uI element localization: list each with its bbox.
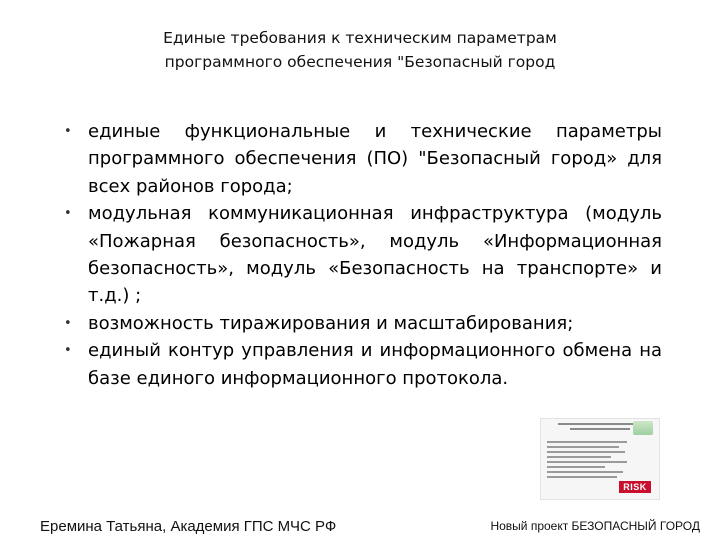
thumbnail-text-lines	[547, 441, 631, 481]
bullet-list	[62, 118, 662, 392]
bullet-item: • единый контур управления и информационного обмена на базе единого информационного протокола.	[62, 337, 662, 392]
slide-title-line-1: Единые требования к техническим параметрам	[163, 29, 557, 47]
thumbnail-brand-logo: RISK	[619, 481, 651, 493]
thumbnail-logo-image	[633, 421, 653, 435]
footer-project: Новый проект БЕЗОПАСНЫЙ ГОРОД	[490, 519, 700, 533]
slide-title-line-2: программного обеспечения "Безопасный город	[164, 53, 556, 71]
slide-title	[0, 26, 720, 74]
bullet-item: • возможность тиражирования и масштабирования;	[62, 310, 662, 337]
document-thumbnail	[540, 418, 660, 500]
bullet-item: • модульная коммуникационная инфраструктура (модуль «Пожарная безопасность», модуль «Информационная безопасность», модуль «Безопасность на транспорте» и т.д.) ;	[62, 200, 662, 310]
bullet-item: • единые функциональные и технические параметры программного обеспечения (ПО) "Безопасный город» для всех районов города;	[62, 118, 662, 200]
footer-author: Еремина Татьяна, Академия ГПС МЧС РФ	[40, 518, 337, 535]
